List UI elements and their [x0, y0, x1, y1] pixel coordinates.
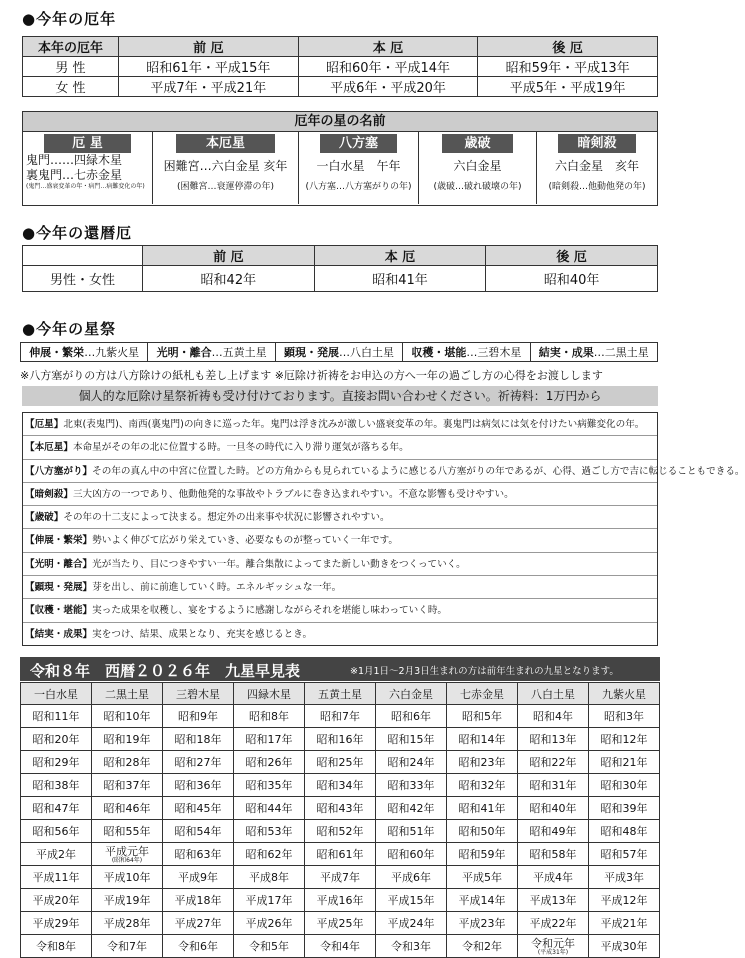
- kyusei-cell: 平成2年: [21, 843, 92, 866]
- kyusei-cell: 昭和17年: [234, 728, 305, 751]
- star-line: 裏鬼門…七赤金星: [26, 168, 123, 182]
- kyusei-cell: 令和5年: [234, 935, 305, 958]
- kyusei-cell: 平成27年: [163, 912, 234, 935]
- star-col-ankensatsu: [537, 132, 657, 204]
- kyusei-row: [21, 751, 660, 774]
- star-line: 一白水星 午年: [316, 159, 401, 173]
- kyusei-cell: 平成元年 (昭和64年): [92, 843, 163, 866]
- kyusei-cell: 昭和55年: [92, 820, 163, 843]
- kyusei-cell: 平成17年: [234, 889, 305, 912]
- star-sub: (暗剣殺…他動他発の年): [548, 182, 646, 192]
- kyusei-row: [21, 728, 660, 751]
- kyusei-cell: 平成14年: [447, 889, 518, 912]
- description-item: 【光明・離合】光が当たり、目につきやすい一年。離合集散によってまた新しい動きをつくっていく。: [23, 553, 657, 576]
- description-item: 【伸展・繁栄】勢いよく伸びて広がり栄えていき、必要なものが整っていく一年です。: [23, 529, 657, 552]
- kyusei-cell: 昭和52年: [305, 820, 376, 843]
- kyusei-cell: 昭和46年: [92, 797, 163, 820]
- kyusei-cell: 平成23年: [447, 912, 518, 935]
- kyusei-header: 六白金星: [376, 683, 447, 705]
- kyusei-header: 一白水星: [21, 683, 92, 705]
- kanreki-table: [22, 245, 658, 292]
- description-list: [22, 412, 745, 646]
- kyusei-cell: 昭和4年: [518, 705, 589, 728]
- description-item: 【厄星】北東(表鬼門)、南西(裏鬼門)の向きに巡った年。鬼門は浮き沈みが激しい盛衰変革の年。裏鬼門は病気には気を付けたい病難変化の年。: [23, 413, 657, 436]
- yakunen-cell: 平成7年・平成21年: [119, 77, 299, 97]
- yakunen-cell: 平成6年・平成20年: [298, 77, 478, 97]
- kyusei-cell: 昭和19年: [92, 728, 163, 751]
- kanreki-header: 本 厄: [314, 246, 486, 266]
- kyusei-cell: 令和2年: [447, 935, 518, 958]
- kyusei-cell: 昭和36年: [163, 774, 234, 797]
- yakunen-cell: 昭和59年・平成13年: [478, 57, 658, 77]
- kyusei-cell: 平成12年: [589, 889, 660, 912]
- description-item: 【本厄星】本命星がその年の北に位置する時。一旦冬の時代に入り滞り運気が落ちる年。: [23, 436, 657, 459]
- kyusei-cell: 昭和35年: [234, 774, 305, 797]
- description-item: 【収穫・堪能】実った成果を収穫し、宴をするように感謝しながらそれを堪能し味わっていく時。: [23, 599, 657, 622]
- kyusei-cell: 平成26年: [234, 912, 305, 935]
- kyusei-cell: 昭和43年: [305, 797, 376, 820]
- kyusei-subnote: (平成31年): [537, 948, 569, 956]
- kyusei-cell: 昭和56年: [21, 820, 92, 843]
- kanreki-row-label: 男性・女性: [23, 266, 143, 292]
- description-item: 【暗剣殺】三大凶方の一つであり、他動他発的な事故やトラブルに巻き込まれやすい。不意な影響も受けやすい。: [23, 483, 657, 506]
- matsuri-item: 結実・成果…二黒土星: [530, 343, 657, 362]
- kyusei-cell: 平成15年: [376, 889, 447, 912]
- kyusei-cell: 平成20年: [21, 889, 92, 912]
- yakunen-header: 後 厄: [478, 37, 658, 57]
- description-item: 【八方塞がり】その年の真ん中の中宮に位置した時。どの方角からも見られているように感じる八方塞がりの年であるが、心得、過ごし方で吉に転じることもできる。: [23, 460, 657, 483]
- kyusei-cell: 昭和34年: [305, 774, 376, 797]
- kanreki-header: 前 厄: [143, 246, 315, 266]
- star-line: 困難宮…六白金星 亥年: [163, 159, 288, 173]
- star-sub: (鬼門…盛衰変革の年・病門…病難変化の年): [26, 183, 145, 190]
- matsuri-item: 顕現・発展…八白土星: [275, 343, 402, 362]
- kyusei-cell: 平成28年: [92, 912, 163, 935]
- kanreki-cell: 昭和42年: [143, 266, 315, 292]
- kyusei-cell: 平成30年: [589, 935, 660, 958]
- kyusei-row: [21, 705, 660, 728]
- kyusei-note: ※1月1日〜2月3日生まれの方は前年生まれの九星となります。: [350, 666, 619, 677]
- kyusei-row: [21, 889, 660, 912]
- star-col-yakusei: [23, 132, 153, 204]
- kyusei-row: [21, 774, 660, 797]
- yakunen-cell: 昭和61年・平成15年: [119, 57, 299, 77]
- kyusei-cell: 平成4年: [518, 866, 589, 889]
- kyusei-cell: 平成24年: [376, 912, 447, 935]
- section-title-hoshimatsuri: ●今年の星祭: [22, 320, 117, 338]
- kyusei-cell: 昭和31年: [518, 774, 589, 797]
- kyusei-cell: 平成19年: [92, 889, 163, 912]
- kyusei-row: [21, 935, 660, 958]
- kyusei-cell: 昭和3年: [589, 705, 660, 728]
- kyusei-cell: 昭和13年: [518, 728, 589, 751]
- star-head: 歳破: [442, 134, 513, 153]
- kyusei-header: 八白土星: [518, 683, 589, 705]
- kyusei-cell: 昭和23年: [447, 751, 518, 774]
- kyusei-cell: 昭和40年: [518, 797, 589, 820]
- yakunen-row-label: 男 性: [23, 57, 119, 77]
- star-sub: (八方塞…八方塞がりの年): [305, 182, 412, 192]
- kyusei-cell: 平成22年: [518, 912, 589, 935]
- star-head: 暗剣殺: [558, 134, 636, 153]
- kyusei-cell: 昭和21年: [589, 751, 660, 774]
- star-sub: (歳破…破れ破壊の年): [433, 182, 522, 192]
- hakkou-note: ※八方塞がりの方は八方除けの紙札も差し上げます ※厄除け祈祷をお申込の方へ一年の過ごし方の心得をお渡しします: [20, 369, 603, 382]
- star-col-honyaku: [153, 132, 299, 204]
- star-line: 六白金星 亥年: [554, 159, 639, 173]
- kyusei-title: 令和８年 西暦２０２６年 九星早見表: [30, 662, 301, 680]
- kyusei-cell: 昭和60年: [376, 843, 447, 866]
- kyusei-cell: 昭和49年: [518, 820, 589, 843]
- description-item: 【結実・成果】実をつけ、結果、成果となり、充実を感じるとき。: [25, 628, 313, 640]
- star-line: 六白金星: [453, 159, 502, 173]
- kanreki-cell: 昭和40年: [486, 266, 658, 292]
- kyusei-cell: 昭和53年: [234, 820, 305, 843]
- kyusei-cell: 昭和47年: [21, 797, 92, 820]
- kyusei-cell: 昭和30年: [589, 774, 660, 797]
- star-names-box: [22, 111, 658, 206]
- kyusei-cell: 平成25年: [305, 912, 376, 935]
- kyusei-cell: 昭和14年: [447, 728, 518, 751]
- kyusei-header: 七赤金星: [447, 683, 518, 705]
- kyusei-cell: 平成5年: [447, 866, 518, 889]
- kyusei-cell: 昭和51年: [376, 820, 447, 843]
- kyusei-cell: 昭和41年: [447, 797, 518, 820]
- kyusei-cell: 平成11年: [21, 866, 92, 889]
- kyusei-cell: 昭和42年: [376, 797, 447, 820]
- kyusei-cell: 昭和24年: [376, 751, 447, 774]
- kyusei-cell: 昭和5年: [447, 705, 518, 728]
- kyusei-header: 五黄土星: [305, 683, 376, 705]
- yakunen-row-label: 女 性: [23, 77, 119, 97]
- kyusei-cell: 昭和63年: [163, 843, 234, 866]
- kyusei-cell: 昭和7年: [305, 705, 376, 728]
- kyusei-table: [20, 682, 660, 958]
- kyusei-cell: 令和8年: [21, 935, 92, 958]
- kyusei-row: [21, 912, 660, 935]
- star-line: 鬼門……四緑木星: [26, 153, 123, 167]
- section-title-kanreki: ●今年の還暦厄: [22, 224, 133, 242]
- description-item: 【歳破】その年の十二支によって決まる。想定外の出来事や状況に影響されやすい。: [23, 506, 657, 529]
- kitou-band: 個人的な厄除け星祭祈祷も受け付けております。直接お問い合わせください。祈祷料：1万円から: [22, 386, 658, 406]
- kyusei-cell: 昭和10年: [92, 705, 163, 728]
- star-sub: (困難宮…衰運停滞の年): [176, 182, 275, 192]
- kyusei-header: 三碧木星: [163, 683, 234, 705]
- kyusei-cell: 昭和6年: [376, 705, 447, 728]
- kyusei-cell: 平成18年: [163, 889, 234, 912]
- kyusei-row: [21, 820, 660, 843]
- kyusei-cell: 令和4年: [305, 935, 376, 958]
- kyusei-cell: 令和7年: [92, 935, 163, 958]
- kyusei-cell: 平成9年: [163, 866, 234, 889]
- kyusei-header: 二黒土星: [92, 683, 163, 705]
- kyusei-cell: 昭和22年: [518, 751, 589, 774]
- kyusei-cell: 平成29年: [21, 912, 92, 935]
- star-names-title: 厄年の星の名前: [23, 112, 657, 132]
- kyusei-cell: 昭和27年: [163, 751, 234, 774]
- star-col-happou: [299, 132, 419, 204]
- kyusei-cell: 平成10年: [92, 866, 163, 889]
- kyusei-cell: 昭和20年: [21, 728, 92, 751]
- kyusei-cell: 昭和37年: [92, 774, 163, 797]
- matsuri-item: 収穫・堪能…三碧木星: [403, 343, 530, 362]
- kyusei-cell: 昭和45年: [163, 797, 234, 820]
- kyusei-cell: 平成8年: [234, 866, 305, 889]
- kyusei-cell: 昭和48年: [589, 820, 660, 843]
- kyusei-title-bar: [20, 657, 660, 681]
- kyusei-cell: 昭和38年: [21, 774, 92, 797]
- section-title-yakudoshi: ●今年の厄年: [22, 10, 117, 28]
- yakunen-table: [22, 36, 658, 97]
- kyusei-subnote: (昭和64年): [111, 856, 143, 864]
- kyusei-cell: 平成16年: [305, 889, 376, 912]
- kyusei-cell: 昭和50年: [447, 820, 518, 843]
- matsuri-item: 伸展・繁栄…九紫火星: [21, 343, 148, 362]
- star-head: 本厄星: [176, 134, 275, 153]
- kanreki-header: 後 厄: [486, 246, 658, 266]
- kyusei-row: [21, 797, 660, 820]
- kyusei-cell: 昭和32年: [447, 774, 518, 797]
- kyusei-cell: 昭和18年: [163, 728, 234, 751]
- kyusei-cell: 平成7年: [305, 866, 376, 889]
- kyusei-cell: 昭和39年: [589, 797, 660, 820]
- kyusei-cell: 昭和54年: [163, 820, 234, 843]
- kyusei-row: [21, 866, 660, 889]
- kyusei-cell: 昭和44年: [234, 797, 305, 820]
- kanreki-cell: 昭和41年: [314, 266, 486, 292]
- kyusei-cell: 昭和8年: [234, 705, 305, 728]
- kyusei-header: 九紫火星: [589, 683, 660, 705]
- kyusei-cell: 平成21年: [589, 912, 660, 935]
- kyusei-cell: 昭和57年: [589, 843, 660, 866]
- matsuri-table: [20, 342, 658, 362]
- kyusei-cell: 令和元年 (平成31年): [518, 935, 589, 958]
- yakunen-header: 本年の厄年: [23, 37, 119, 57]
- star-head: 八方塞: [320, 134, 397, 153]
- kyusei-cell: 平成6年: [376, 866, 447, 889]
- kyusei-header: 四緑木星: [234, 683, 305, 705]
- kyusei-cell: 平成3年: [589, 866, 660, 889]
- yakunen-header: 前 厄: [119, 37, 299, 57]
- yakunen-cell: 平成5年・平成19年: [478, 77, 658, 97]
- kyusei-cell: 令和3年: [376, 935, 447, 958]
- kyusei-cell: 昭和29年: [21, 751, 92, 774]
- kyusei-cell: 昭和62年: [234, 843, 305, 866]
- description-item: 【顕現・発展】芽を出し、前に前進していく時。エネルギッシュな一年。: [23, 576, 657, 599]
- kyusei-cell: 昭和15年: [376, 728, 447, 751]
- kyusei-cell: 昭和33年: [376, 774, 447, 797]
- kyusei-cell: 昭和25年: [305, 751, 376, 774]
- yakunen-cell: 昭和60年・平成14年: [298, 57, 478, 77]
- kyusei-cell: 昭和59年: [447, 843, 518, 866]
- matsuri-item: 光明・離合…五黄土星: [148, 343, 275, 362]
- kyusei-cell: 昭和12年: [589, 728, 660, 751]
- kyusei-cell: 昭和28年: [92, 751, 163, 774]
- kyusei-cell: 昭和61年: [305, 843, 376, 866]
- kyusei-cell: 昭和58年: [518, 843, 589, 866]
- kyusei-cell: 昭和9年: [163, 705, 234, 728]
- kyusei-cell: 昭和11年: [21, 705, 92, 728]
- kyusei-cell: 昭和16年: [305, 728, 376, 751]
- kyusei-cell: 平成13年: [518, 889, 589, 912]
- kyusei-row: [21, 843, 660, 866]
- star-head: 厄 星: [44, 134, 131, 153]
- yakunen-header: 本 厄: [298, 37, 478, 57]
- star-col-saiha: [419, 132, 537, 204]
- kyusei-cell: 昭和26年: [234, 751, 305, 774]
- kyusei-cell: 令和6年: [163, 935, 234, 958]
